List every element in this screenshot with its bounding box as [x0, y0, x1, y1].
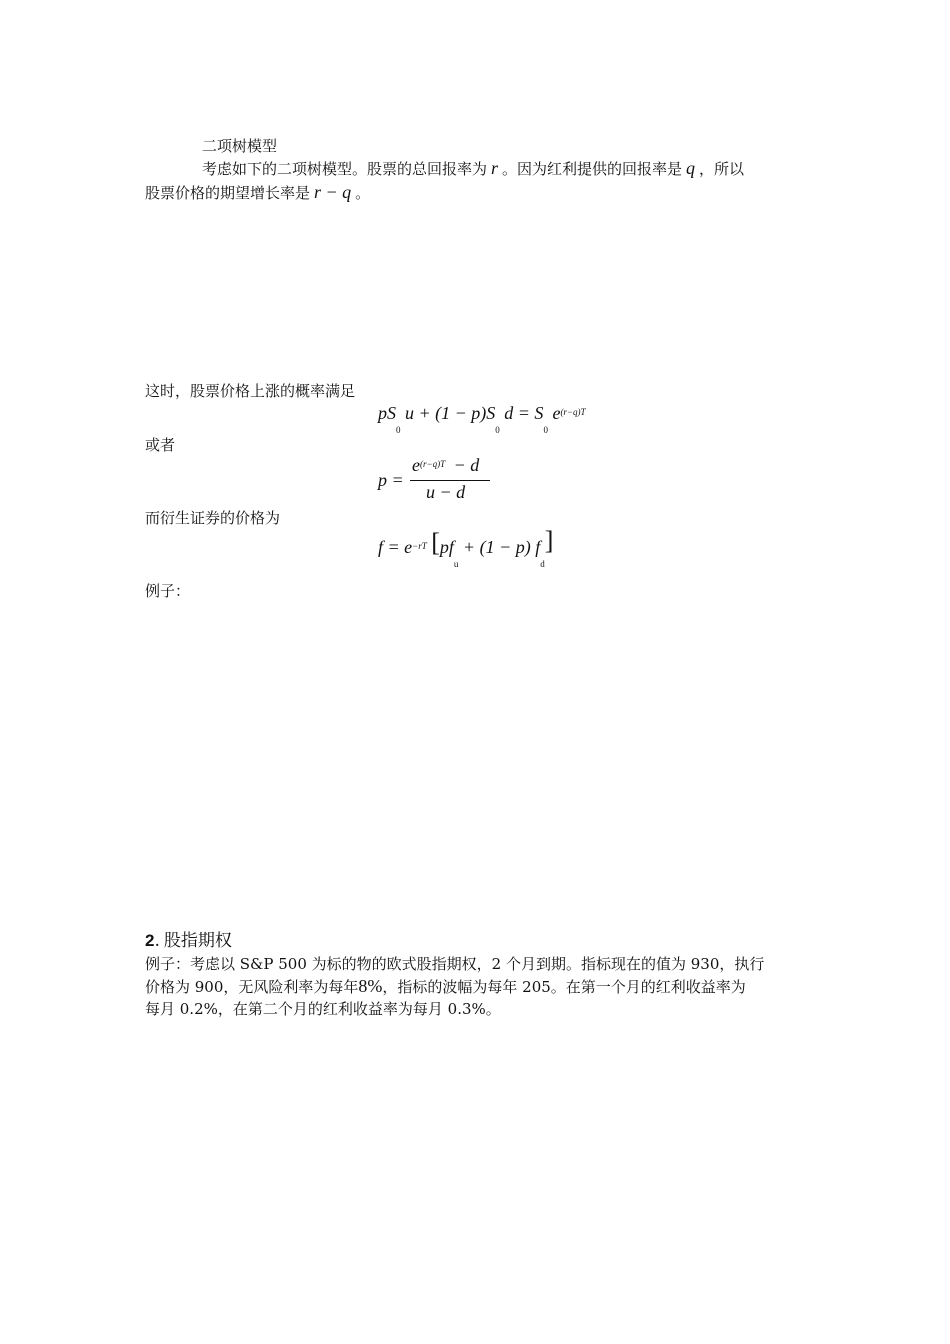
example-line-2b: ，指标的波幅为每年 205。在第一个月的红利收益率为	[382, 978, 746, 996]
eq2-num-e: e	[412, 455, 420, 475]
intro-text-b: 。因为红利提供的回报率是	[502, 160, 683, 178]
intro-text-a: 考虑如下的二项树模型。股票的总回报率为	[202, 160, 488, 178]
equation-up-probability	[378, 403, 586, 435]
section-number: 2	[145, 931, 155, 950]
eq2-p: p =	[378, 470, 404, 490]
eq2-num-tail: − d	[453, 455, 480, 475]
section-title: 股指期权	[163, 931, 232, 951]
eq1-u: u + (1 − p)S	[405, 403, 496, 423]
risk-free-rate: 8%	[358, 976, 383, 996]
eq2-fraction	[410, 455, 490, 507]
eq2-den-text: u − d	[426, 482, 466, 502]
eq3-mid: + (1 − p) f	[462, 537, 541, 557]
var-q: q	[686, 158, 696, 178]
example-line-3: 每月 0.2%，在第二个月的红利收益率为每月 0.3%。	[145, 1000, 501, 1018]
intro-line-1	[202, 157, 744, 180]
example-label: 例子：	[145, 582, 191, 600]
eq3-sub-d: d	[540, 559, 545, 569]
eq3-exponent: −rT	[412, 541, 427, 551]
eq3-lhs: f = e	[378, 537, 413, 557]
eq3-pf: pf	[439, 537, 454, 557]
eq2-fraction-bar	[410, 480, 490, 481]
eq1-e: e	[552, 403, 561, 423]
section-number-dot: .	[154, 931, 160, 951]
eq1-sub-0b: 0	[495, 425, 500, 435]
intro-text-d: 股票价格的期望增长率是	[145, 184, 311, 202]
eq1-d: d = S	[504, 403, 544, 423]
section-heading-index-options	[145, 926, 232, 951]
intro-text-c: ，所以	[699, 160, 745, 178]
section-title-binomial: 二项树模型	[202, 137, 278, 155]
example-line-2	[145, 975, 746, 998]
eq2-num-exponent: (r−q)T	[420, 459, 446, 469]
eq1-exponent: (r−q)T	[560, 407, 586, 417]
example-line-2a: 价格为 900，无风险利率为每年	[145, 978, 359, 996]
eq1-sub-0a: 0	[396, 425, 401, 435]
equation-derivative-price	[378, 526, 554, 569]
eq3-right-bracket: ]	[544, 526, 554, 555]
or-text: 或者	[145, 436, 176, 454]
eq1-lhs: pS	[378, 403, 396, 423]
expr-r-minus-q: r − q	[314, 182, 352, 202]
eq2-denominator	[426, 482, 465, 503]
example-line-1: 例子：考虑以 S&P 500 为标的物的欧式股指期权，2 个月到期。指标现在的值为 930，执行	[145, 955, 765, 973]
derivative-price-text: 而衍生证券的价格为	[145, 509, 281, 527]
eq2-p-equals	[378, 470, 404, 491]
eq2-numerator	[412, 455, 479, 476]
eq3-left-bracket: [	[431, 528, 440, 557]
intro-text-end: 。	[355, 184, 371, 202]
eq1-sub-0c: 0	[543, 425, 548, 435]
probability-text: 这时，股票价格上涨的概率满足	[145, 382, 356, 400]
intro-line-2	[145, 181, 370, 204]
var-r: r	[491, 158, 499, 178]
eq3-sub-u: u	[453, 559, 459, 569]
